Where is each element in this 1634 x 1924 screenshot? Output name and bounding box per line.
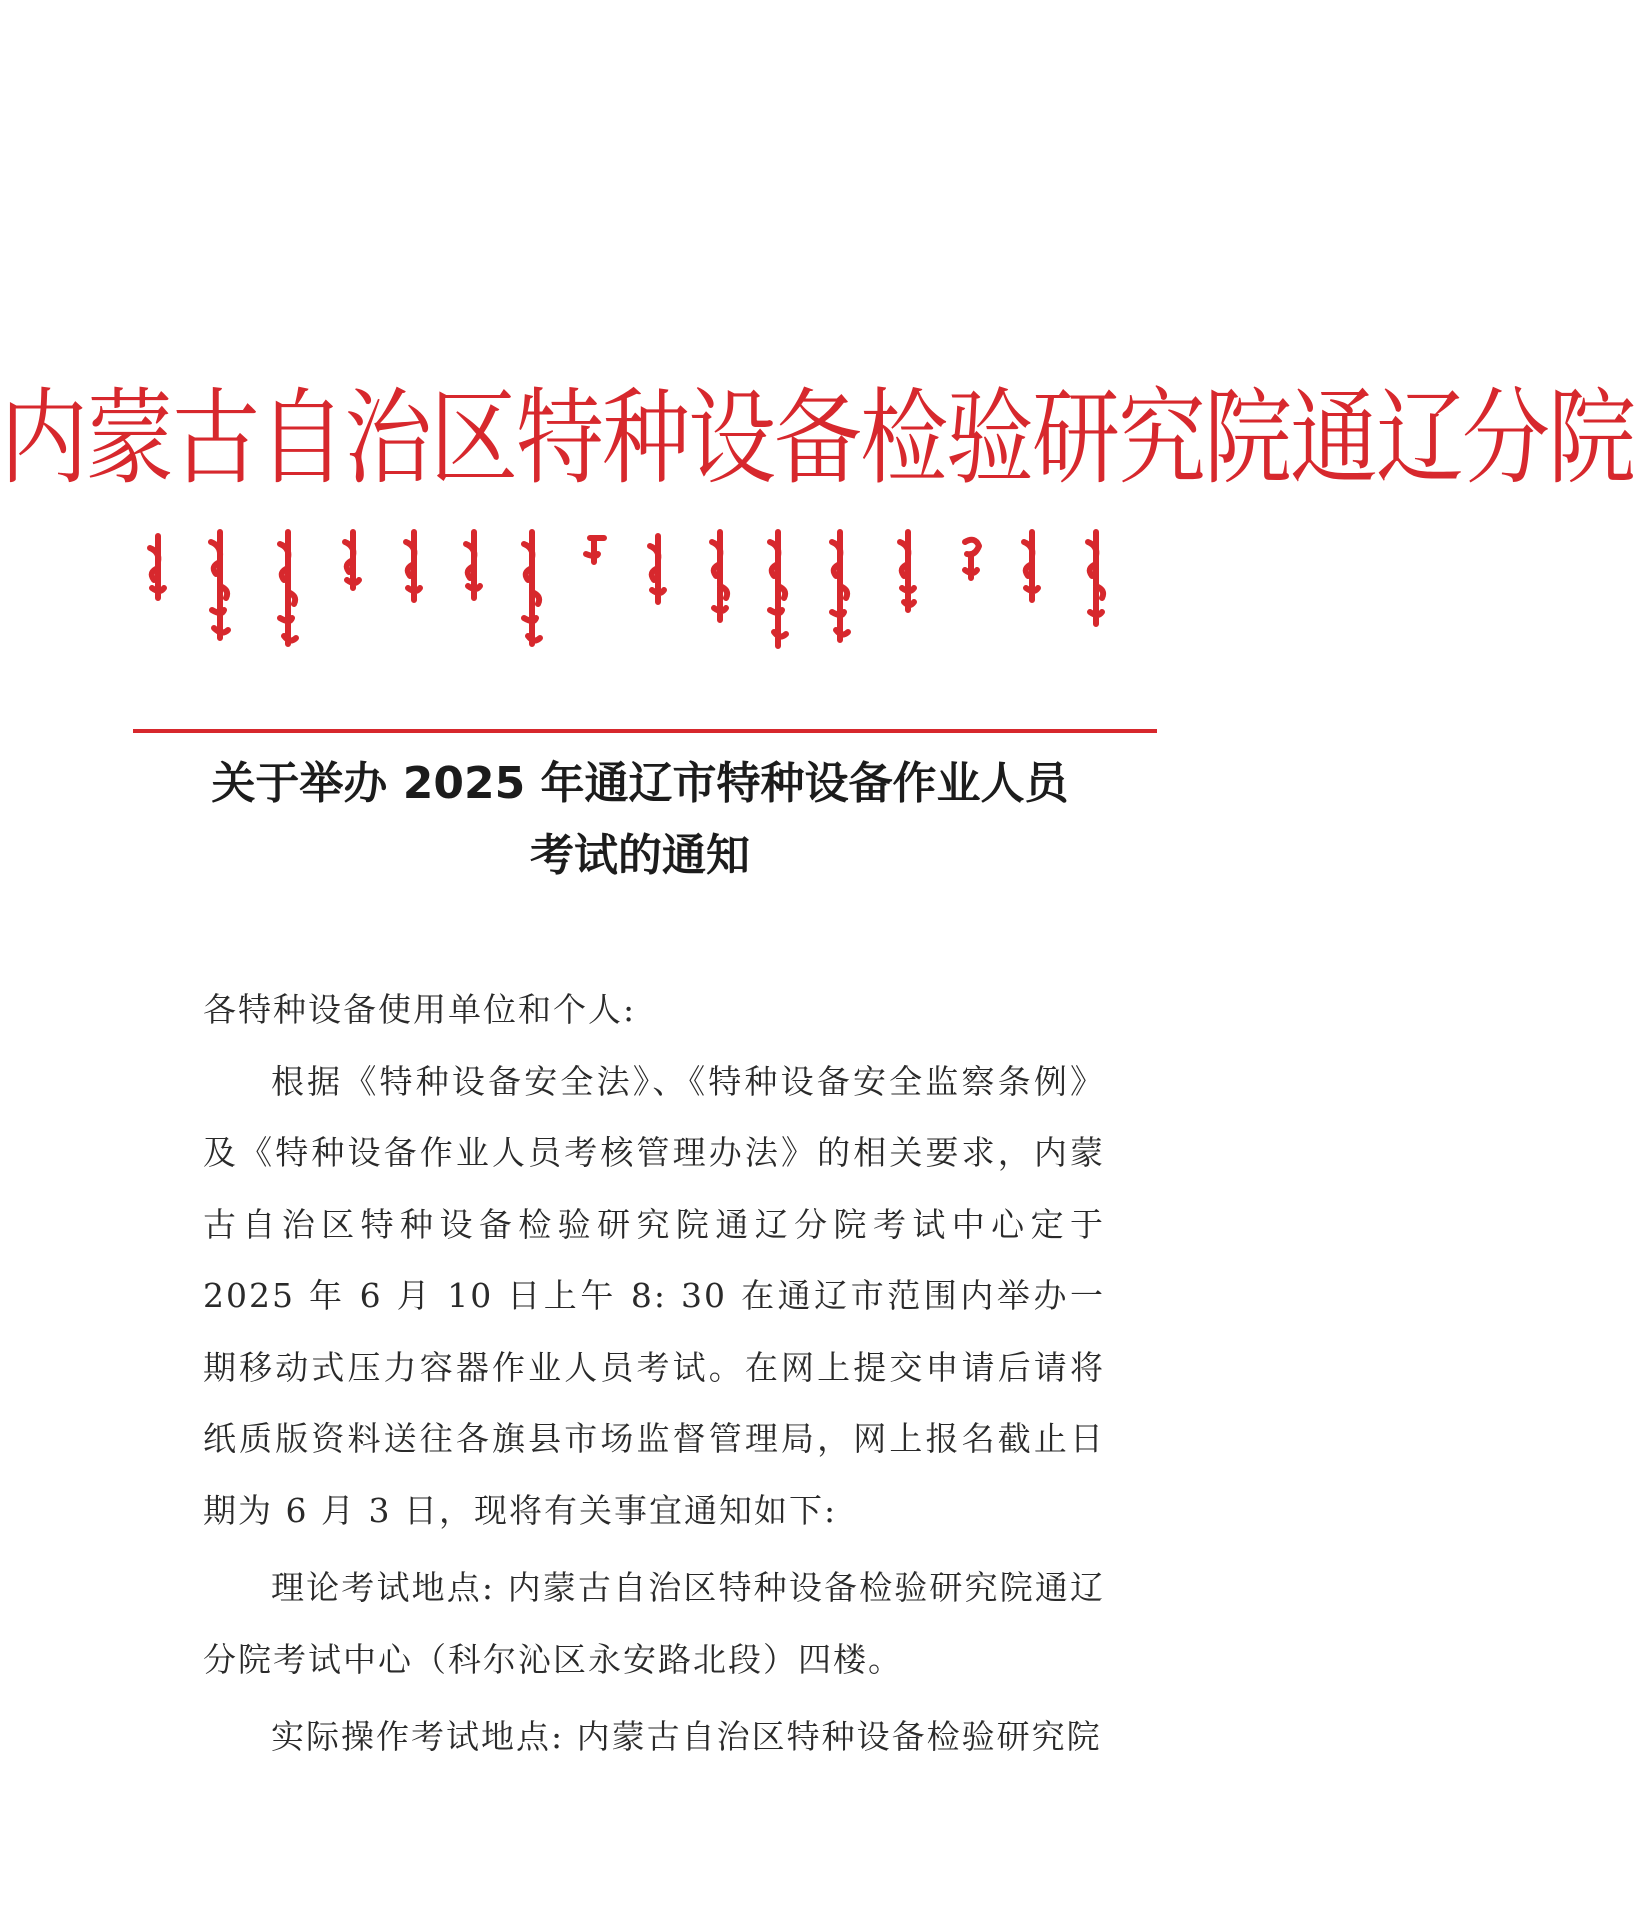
paragraph-basis: 根据《特种设备安全法》、《特种设备安全监察条例》及《特种设备作业人员考核管理办法》的相关要求，内蒙古自治区特种设备检验研究院通辽分院考试中心定于 2025 年 6 月 10 日上午 8: 30 在通辽市范围内举办一期移动式压力容器作业人员考试。在网上提交申请后请将纸质版资料送往各旗县市场监督管理局，网上报名截止日期为 6 月 3 日，现将有关事宜通知如下:	[203, 1061, 1105, 1530]
notice-body	[203, 974, 1105, 1773]
notice-title-line-1: 关于举办 2025 年通辽市特种设备作业人员	[211, 758, 1069, 809]
notice-title	[140, 748, 1140, 892]
letterhead-mongolian-script	[128, 528, 1160, 658]
letterhead-org-name: 内蒙古自治区特种设备检验研究院通辽分院	[0, 377, 1634, 499]
letterhead-divider	[133, 729, 1157, 733]
paragraph-theory-exam-location: 理论考试地点: 内蒙古自治区特种设备检验研究院通辽分院考试中心（科尔沁区永安路北段）四楼。	[203, 1568, 1105, 1679]
salutation: 各特种设备使用单位和个人:	[203, 990, 637, 1029]
notice-title-line-2: 考试的通知	[530, 830, 750, 881]
paragraph-practical-exam-location: 实际操作考试地点: 内蒙古自治区特种设备检验研究院	[271, 1717, 1102, 1756]
